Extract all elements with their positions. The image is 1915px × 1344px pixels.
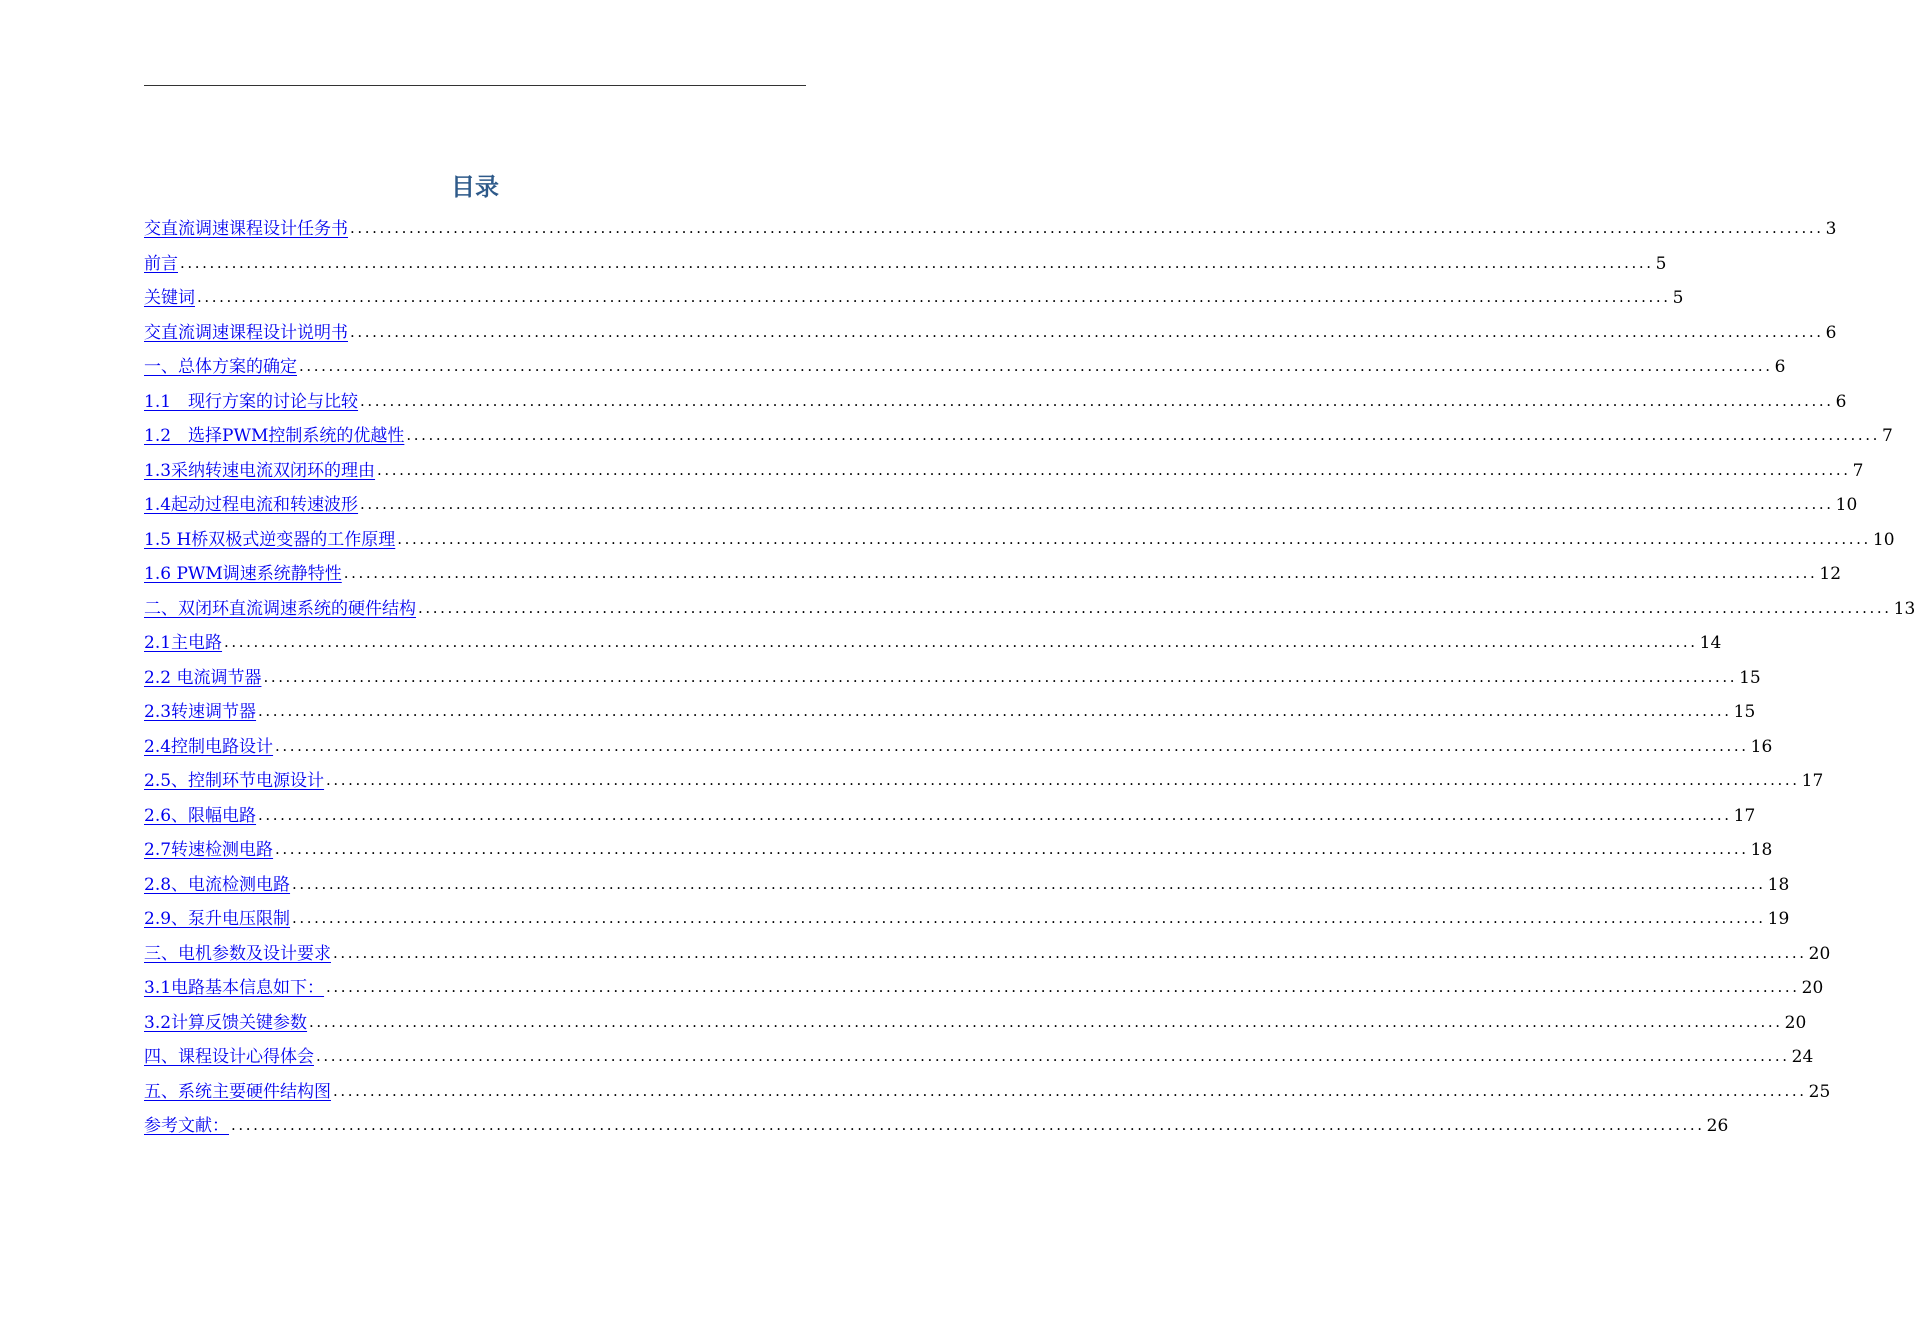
- toc-entry-link[interactable]: 交直流调速课程设计说明书: [144, 322, 348, 343]
- toc-entry-link[interactable]: 参考文献：: [144, 1116, 229, 1136]
- toc-page-number: 5: [1672, 288, 1684, 308]
- toc-dot-leader: ........................................................................................................................................................................................................: [326, 771, 1800, 789]
- toc-entry-link[interactable]: 1.5 H桥双极式逆变器的工作原理: [144, 529, 396, 550]
- toc-page-number: 24: [1791, 1047, 1814, 1067]
- toc-entry[interactable]: [144, 285, 1684, 320]
- toc-page-number: 16: [1750, 736, 1773, 757]
- toc-page-number: 17: [1801, 771, 1824, 791]
- toc-page-number: 25: [1808, 1081, 1831, 1102]
- toc-entry-link[interactable]: 3.2计算反馈关键参数: [144, 1012, 308, 1033]
- toc-entry-link[interactable]: 2.1主电路: [144, 633, 223, 653]
- toc-page-number: 15: [1739, 667, 1761, 688]
- toc-entry-link[interactable]: 前言: [144, 253, 178, 274]
- toc-entry-link[interactable]: 2.4控制电路设计: [144, 736, 274, 757]
- toc-entry-link[interactable]: 关键词: [144, 288, 195, 308]
- toc-entry-link[interactable]: 1.6 PWM调速系统静特性: [144, 564, 342, 584]
- header-rule: [144, 85, 806, 86]
- toc-page-number: 17: [1733, 805, 1756, 826]
- toc-entry[interactable]: [144, 872, 1790, 907]
- toc-dot-leader: ........................................................................................................................................................................................................: [350, 219, 1824, 237]
- toc-entry[interactable]: [144, 458, 1864, 493]
- toc-page-number: 6: [1825, 322, 1837, 343]
- toc-dot-leader: ........................................................................................................................................................................................................: [292, 909, 1766, 927]
- toc-dot-leader: ........................................................................................................................................................................................................: [316, 1047, 1790, 1065]
- toc-entry-link[interactable]: 2.2 电流调节器: [144, 667, 262, 688]
- toc-entry-link[interactable]: 1.3采纳转速电流双闭环的理由: [144, 460, 376, 481]
- toc-dot-leader: ........................................................................................................................................................................................................: [197, 288, 1671, 306]
- toc-entry[interactable]: [144, 389, 1847, 424]
- toc-entry[interactable]: [144, 1010, 1807, 1045]
- toc-entry[interactable]: [144, 630, 1722, 665]
- toc-dot-leader: ........................................................................................................................................................................................................: [333, 943, 1807, 962]
- toc-page-number: 15: [1733, 702, 1756, 722]
- toc-dot-leader: ........................................................................................................................................................................................................: [224, 633, 1698, 651]
- toc-entry-link[interactable]: 三、电机参数及设计要求: [144, 943, 331, 964]
- toc-dot-leader: ........................................................................................................................................................................................................: [360, 391, 1834, 410]
- toc-title: 目录: [451, 173, 499, 201]
- toc-list: [144, 216, 1915, 1148]
- toc-dot-leader: ........................................................................................................................................................................................................: [275, 840, 1749, 858]
- toc-entry-link[interactable]: 2.6、限幅电路: [144, 805, 257, 826]
- toc-entry[interactable]: [144, 596, 1915, 631]
- toc-entry-link[interactable]: 2.3转速调节器: [144, 702, 257, 722]
- toc-entry[interactable]: [144, 941, 1831, 976]
- toc-entry[interactable]: [144, 216, 1837, 251]
- toc-entry[interactable]: [144, 320, 1837, 355]
- toc-entry[interactable]: [144, 975, 1824, 1010]
- toc-entry[interactable]: [144, 906, 1790, 941]
- toc-page-number: 7: [1881, 426, 1893, 446]
- toc-page-number: 12: [1819, 564, 1842, 584]
- toc-entry[interactable]: [144, 837, 1773, 872]
- toc-entry[interactable]: [144, 734, 1773, 769]
- toc-entry-link[interactable]: 一、总体方案的确定: [144, 357, 297, 377]
- toc-entry[interactable]: [144, 492, 1858, 527]
- toc-entry-link[interactable]: 2.5、控制环节电源设计: [144, 771, 325, 791]
- toc-dot-leader: ........................................................................................................................................................................................................: [406, 426, 1880, 444]
- toc-page-number: 7: [1852, 460, 1864, 481]
- toc-entry[interactable]: [144, 1044, 1814, 1079]
- toc-page-number: 20: [1784, 1012, 1807, 1033]
- toc-page-number: 6: [1774, 357, 1786, 377]
- toc-entry-link[interactable]: 二、双闭环直流调速系统的硬件结构: [144, 598, 416, 619]
- toc-dot-leader: ........................................................................................................................................................................................................: [350, 322, 1824, 341]
- toc-entry-link[interactable]: 交直流调速课程设计任务书: [144, 219, 348, 239]
- toc-entry-link[interactable]: 3.1电路基本信息如下：: [144, 978, 325, 998]
- toc-page-number: 20: [1801, 978, 1824, 998]
- toc-page-number: 5: [1655, 253, 1667, 274]
- toc-dot-leader: ........................................................................................................................................................................................................: [397, 529, 1871, 548]
- toc-entry[interactable]: [144, 561, 1842, 596]
- toc-dot-leader: ........................................................................................................................................................................................................: [231, 1116, 1705, 1134]
- toc-dot-leader: ........................................................................................................................................................................................................: [292, 874, 1766, 893]
- toc-entry-link[interactable]: 五、系统主要硬件结构图: [144, 1081, 331, 1102]
- toc-entry-link[interactable]: 四、课程设计心得体会: [144, 1047, 314, 1067]
- toc-dot-leader: ........................................................................................................................................................................................................: [275, 736, 1749, 755]
- toc-entry[interactable]: [144, 665, 1761, 700]
- toc-page-number: 13: [1893, 598, 1915, 619]
- toc-dot-leader: ........................................................................................................................................................................................................: [180, 253, 1654, 272]
- toc-dot-leader: ........................................................................................................................................................................................................: [360, 495, 1834, 513]
- toc-dot-leader: ........................................................................................................................................................................................................: [343, 564, 1818, 582]
- toc-dot-leader: ........................................................................................................................................................................................................: [263, 667, 1738, 686]
- toc-page-number: 20: [1808, 943, 1831, 964]
- toc-dot-leader: ........................................................................................................................................................................................................: [377, 460, 1851, 479]
- toc-entry[interactable]: [144, 354, 1786, 389]
- toc-entry[interactable]: [144, 1113, 1729, 1148]
- toc-dot-leader: ........................................................................................................................................................................................................: [309, 1012, 1783, 1031]
- toc-page-number: 18: [1767, 874, 1790, 895]
- toc-page-number: 6: [1835, 391, 1847, 412]
- toc-entry[interactable]: [144, 768, 1824, 803]
- toc-entry-link[interactable]: 1.4起动过程电流和转速波形: [144, 495, 359, 515]
- toc-dot-leader: ........................................................................................................................................................................................................: [258, 702, 1732, 720]
- toc-entry-link[interactable]: 1.2 选择PWM控制系统的优越性: [144, 426, 405, 446]
- toc-entry-link[interactable]: 1.1 现行方案的讨论与比较: [144, 391, 359, 412]
- toc-dot-leader: ........................................................................................................................................................................................................: [258, 805, 1732, 824]
- toc-entry[interactable]: [144, 423, 1893, 458]
- toc-page-number: 14: [1699, 633, 1722, 653]
- toc-dot-leader: ........................................................................................................................................................................................................: [418, 598, 1892, 617]
- toc-dot-leader: ........................................................................................................................................................................................................: [333, 1081, 1807, 1100]
- toc-dot-leader: ........................................................................................................................................................................................................: [299, 357, 1773, 375]
- toc-entry[interactable]: [144, 699, 1756, 734]
- toc-page-number: 10: [1835, 495, 1858, 515]
- toc-page-number: 10: [1872, 529, 1895, 550]
- toc-entry[interactable]: [144, 1079, 1831, 1114]
- toc-page-number: 18: [1750, 840, 1773, 860]
- toc-entry[interactable]: [144, 803, 1756, 838]
- toc-page-number: 26: [1706, 1116, 1729, 1136]
- toc-page-number: 3: [1825, 219, 1837, 239]
- toc-entry[interactable]: [144, 527, 1895, 562]
- toc-entry-link[interactable]: 2.8、电流检测电路: [144, 874, 291, 895]
- toc-dot-leader: ........................................................................................................................................................................................................: [326, 978, 1800, 996]
- toc-entry-link[interactable]: 2.9、泵升电压限制: [144, 909, 291, 929]
- toc-entry[interactable]: [144, 251, 1667, 286]
- toc-entry-link[interactable]: 2.7转速检测电路: [144, 840, 274, 860]
- toc-page-number: 19: [1767, 909, 1790, 929]
